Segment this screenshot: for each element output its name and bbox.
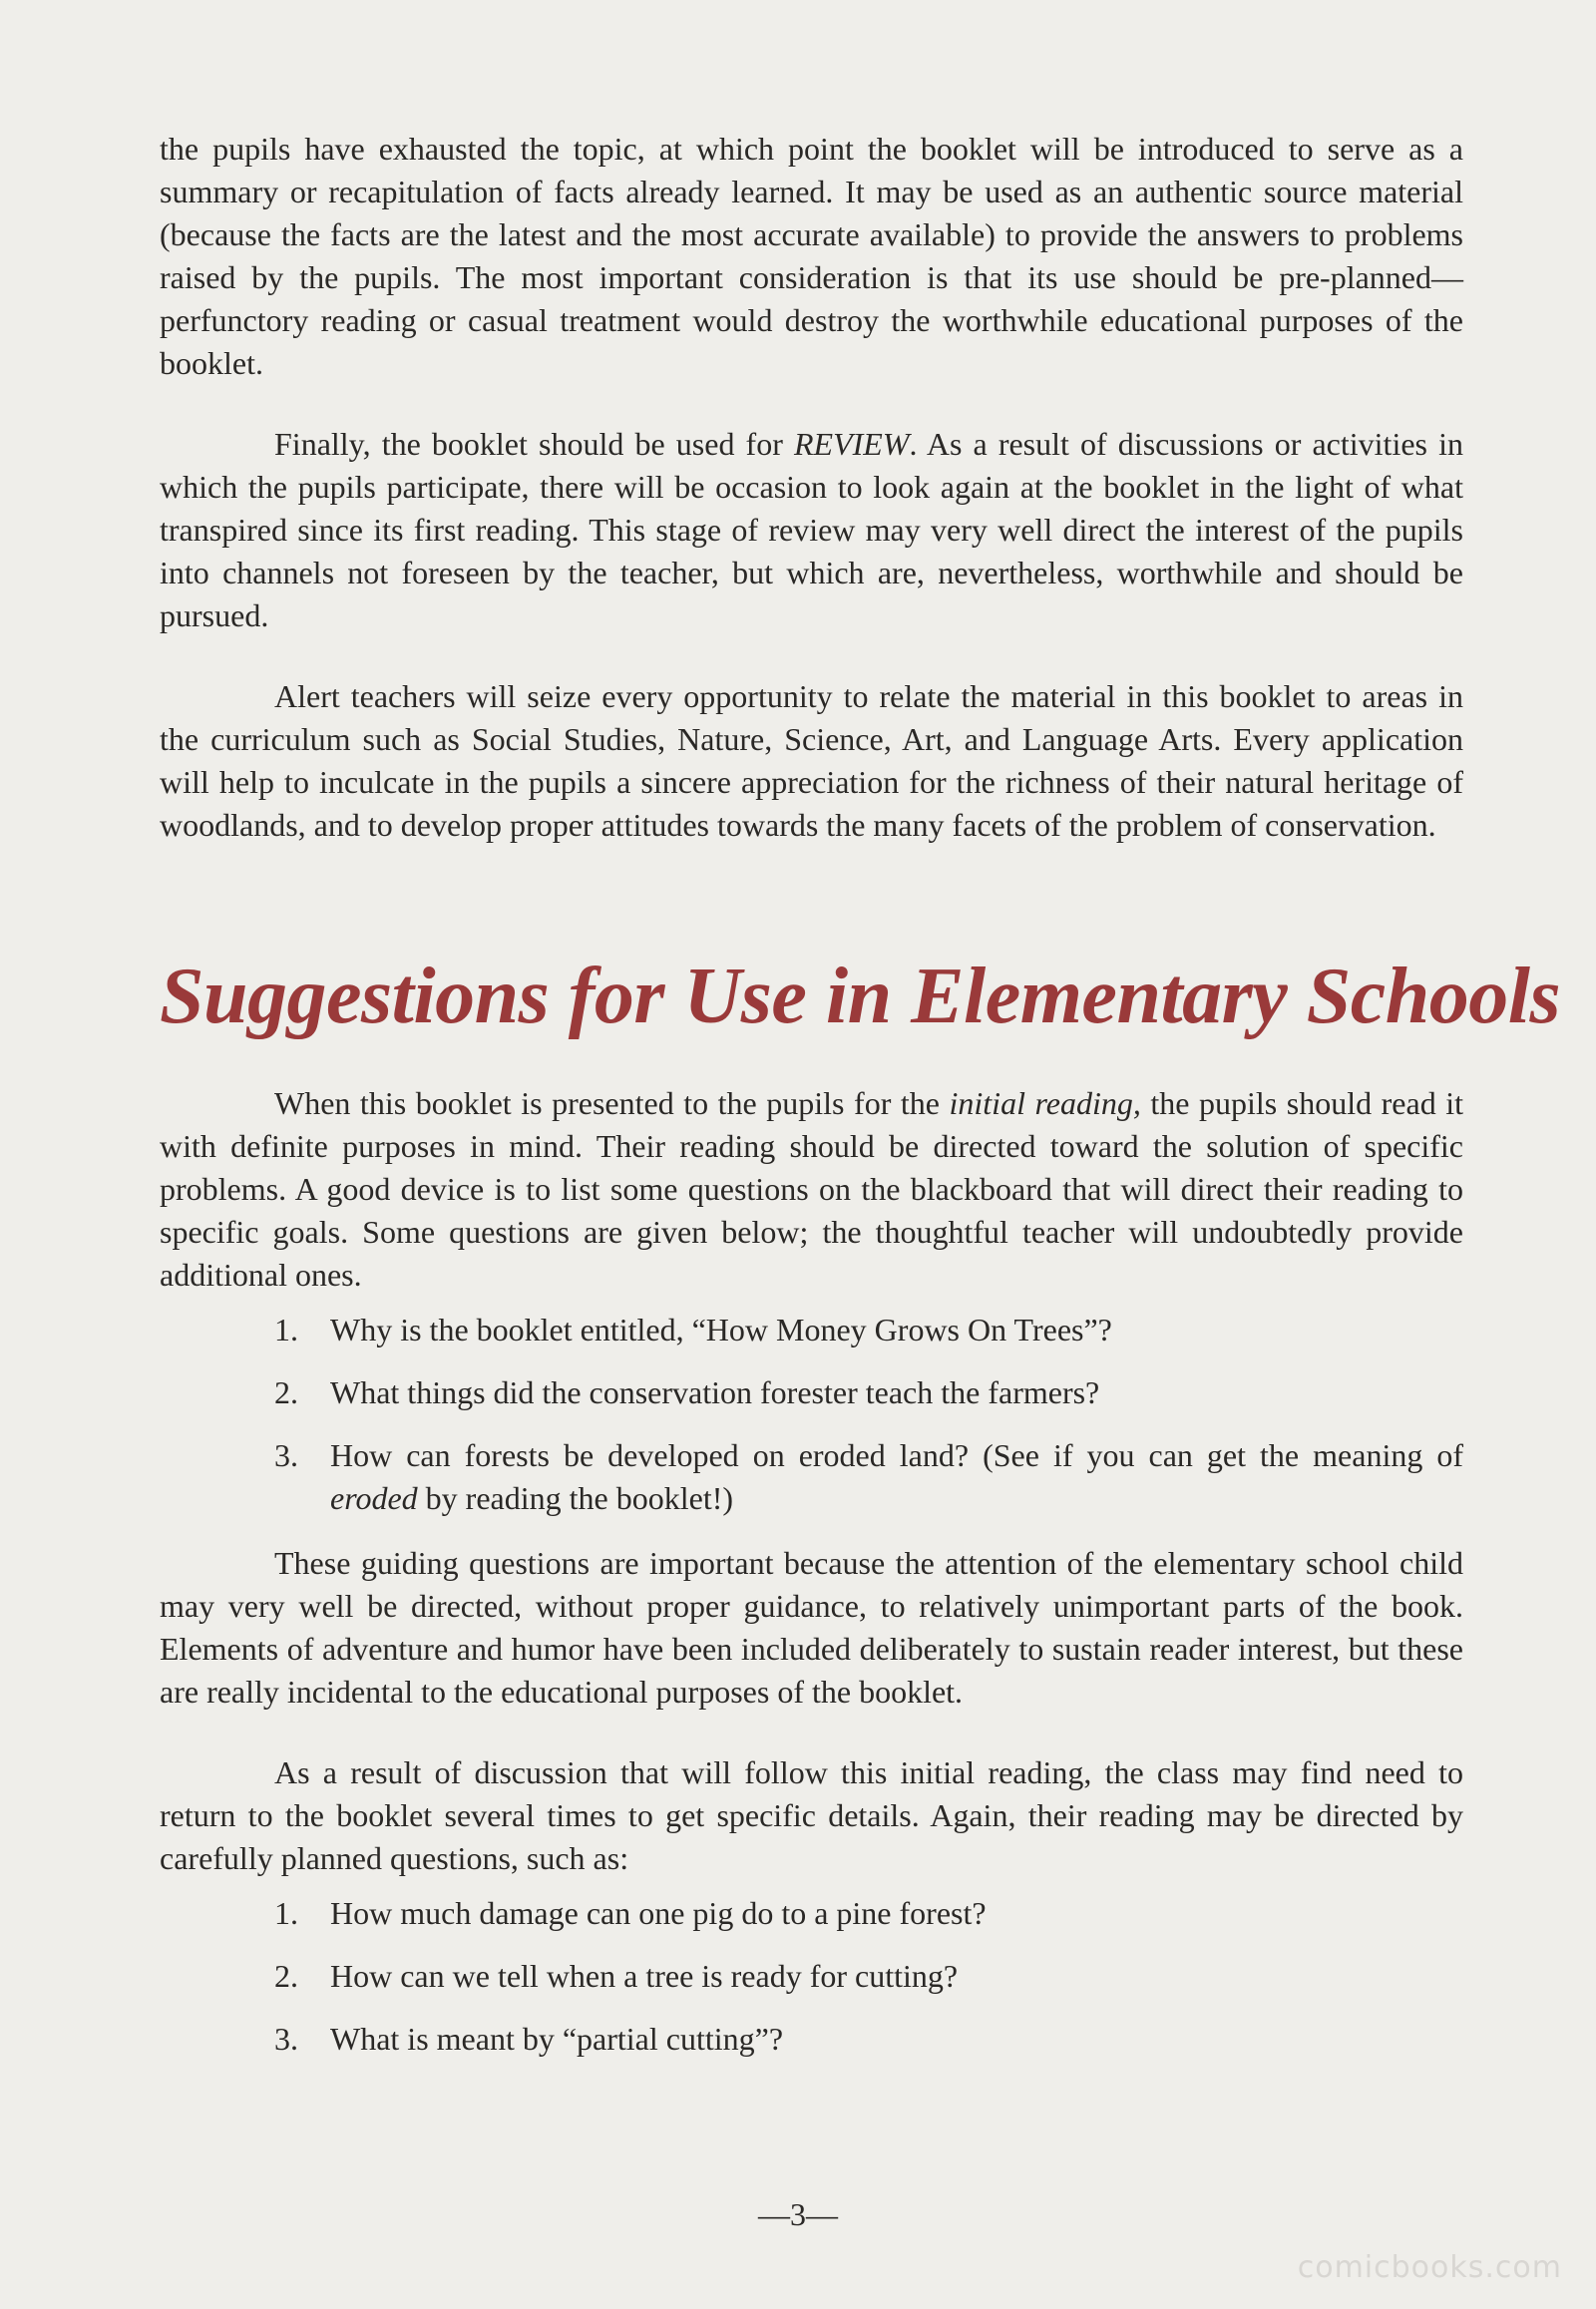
- list-item-text: [330, 1434, 1463, 1520]
- page-number: —3—: [758, 2196, 838, 2232]
- list-item-number: 2.: [274, 1958, 298, 1994]
- paragraph-review: [160, 423, 1463, 637]
- list-item: [274, 1371, 1463, 1414]
- list-item: [274, 1892, 1463, 1935]
- review-text-after: . As a result of discussions or activities in which the pupils participate, there will be occasion to look again at the booklet in the light of what transpired since its first reading. This stage of review may very well direct the interest of the pupils into channels not foreseen by the teacher, but which are, nevertheless, worthwhile and should be pursued.: [160, 426, 1464, 633]
- review-text-before: Finally, the booklet should be used for: [274, 426, 794, 462]
- paragraph-summary-use: the pupils have exhausted the topic, at which point the booklet will be introduced to serve as a summary or recapitulation of facts already learned. It may be used as an authentic source material (because the facts are the latest and the most accurate available) to provide the answers to problems raised by the pupils. The most important consideration is that its use should be pre-planned—perfunctory reading or casual treatment would destroy the worthwhile educational purposes of the booklet.: [160, 131, 1463, 381]
- initial-reading-emphasis: initial reading,: [949, 1085, 1141, 1121]
- paragraph-guiding-questions: These guiding questions are important because the attention of the elementary school child may very well be directed, without proper guidance, to relatively unimportant parts of the book. Elements of adventure and humor have been included deliberately to sustain reader interest, but these are really incidental to the educational purposes of the booklet.: [160, 1545, 1463, 1710]
- eroded-text-after: by reading the booklet!): [417, 1480, 734, 1516]
- list-item-text: What is meant by “partial cutting”?: [330, 2021, 784, 2057]
- list-item-text: Why is the booklet entitled, “How Money Grows On Trees”?: [330, 1312, 1112, 1347]
- list-item: [274, 1309, 1463, 1351]
- watermark: comicbooks.com: [1297, 2250, 1562, 2285]
- list-item: [274, 2018, 1463, 2061]
- list-item-number: 3.: [274, 1437, 298, 1473]
- list-item-number: 1.: [274, 1895, 298, 1931]
- eroded-emphasis: eroded: [330, 1480, 418, 1516]
- list-item-text: How much damage can one pig do to a pine forest?: [330, 1895, 987, 1931]
- question-list-initial: [160, 1309, 1463, 1520]
- initial-text-after: the pupils should read it with definite purposes in mind. Their reading should be directed toward the solution of specific problems. A good device is to list some questions on the blackboard that will direct their reading to specific goals. Some questions are given below; the thoughtful teacher will undoubtedly provide additional ones.: [160, 1085, 1464, 1293]
- paragraph-alert-teachers: Alert teachers will seize every opportunity to relate the material in this booklet to areas in the curriculum such as Social Studies, Nature, Science, Art, and Language Arts. Every application will help to inculcate in the pupils a sincere appreciation for the richness of their natural heritage of woodlands, and to develop proper attitudes towards the many facets of the problem of conservation.: [160, 678, 1463, 843]
- list-item-text: What things did the conservation forester teach the farmers?: [330, 1374, 1100, 1410]
- section-heading: Suggestions for Use in Elementary Schools: [160, 953, 1561, 1040]
- initial-text-before: When this booklet is presented to the pupils for the: [274, 1085, 950, 1121]
- eroded-text-before: How can forests be developed on eroded land? (See if you can get the meaning of: [330, 1437, 1463, 1473]
- paragraph-initial-reading: [160, 1082, 1463, 1297]
- list-item-text: How can we tell when a tree is ready for cutting?: [330, 1958, 959, 1994]
- review-emphasis: REVIEW: [793, 426, 910, 462]
- list-item-number: 2.: [274, 1374, 298, 1410]
- list-item-number: 3.: [274, 2021, 298, 2057]
- question-list-details: [160, 1892, 1463, 2061]
- list-item: [274, 1955, 1463, 1998]
- paragraph-discussion: As a result of discussion that will follow this initial reading, the class may find need to return to the booklet several times to get specific details. Again, their reading may be directed by carefully planned questions, such as:: [160, 1754, 1463, 1876]
- list-item-number: 1.: [274, 1312, 298, 1347]
- list-item: [274, 1434, 1463, 1520]
